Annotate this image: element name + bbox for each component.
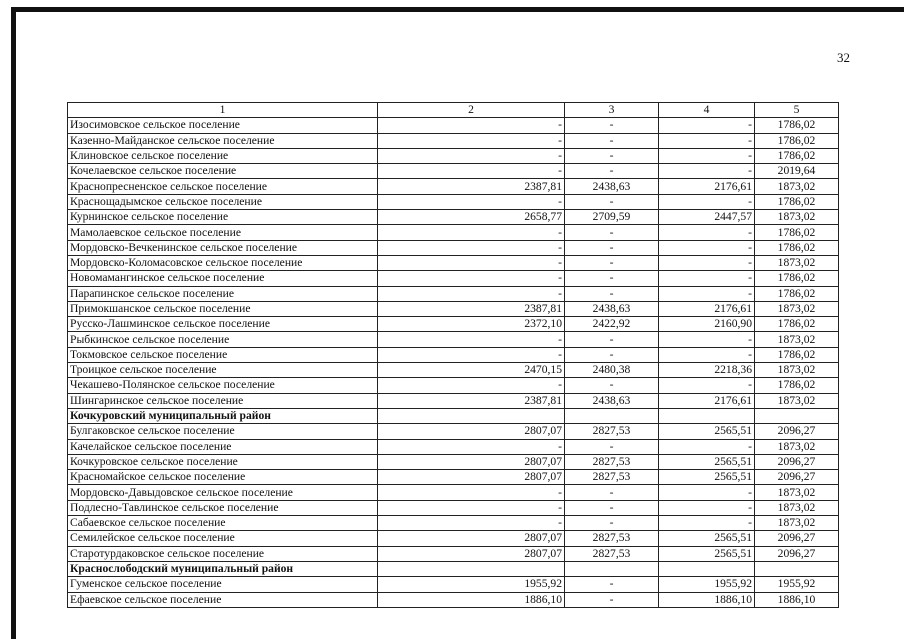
settlement-name-cell: Примокшанское сельское поселение bbox=[68, 301, 378, 316]
table-row bbox=[68, 546, 839, 561]
table-row bbox=[68, 577, 839, 592]
value-col3-cell: 2438,63 bbox=[565, 179, 659, 194]
value-col2-cell: 2807,07 bbox=[378, 424, 565, 439]
settlement-name-cell: Старотурдаковское сельское поселение bbox=[68, 546, 378, 561]
value-col5-cell bbox=[755, 561, 839, 576]
settlement-name-cell: Булгаковское сельское поселение bbox=[68, 424, 378, 439]
settlement-name-cell: Токмовское сельское поселение bbox=[68, 347, 378, 362]
value-col5-cell: 1873,02 bbox=[755, 516, 839, 531]
value-col5-cell: 1786,02 bbox=[755, 286, 839, 301]
column-header-3: 3 bbox=[565, 103, 659, 118]
value-col5-cell: 1786,02 bbox=[755, 240, 839, 255]
page-border-top bbox=[11, 7, 904, 12]
value-col4-cell: 2176,61 bbox=[659, 179, 755, 194]
value-col5-cell: 1873,02 bbox=[755, 439, 839, 454]
settlement-name-cell: Шингаринское сельское поселение bbox=[68, 393, 378, 408]
value-col4-cell: - bbox=[659, 500, 755, 515]
value-col5-cell: 1786,02 bbox=[755, 317, 839, 332]
settlement-name-cell: Мордовско-Давыдовское сельское поселение bbox=[68, 485, 378, 500]
value-col5-cell: 1786,02 bbox=[755, 133, 839, 148]
table-row bbox=[68, 271, 839, 286]
table-row bbox=[68, 225, 839, 240]
value-col3-cell: 2438,63 bbox=[565, 301, 659, 316]
value-col4-cell: - bbox=[659, 347, 755, 362]
value-col2-cell: - bbox=[378, 332, 565, 347]
value-col2-cell: - bbox=[378, 271, 565, 286]
value-col4-cell: - bbox=[659, 148, 755, 163]
value-col5-cell: 2096,27 bbox=[755, 424, 839, 439]
value-col4-cell: - bbox=[659, 485, 755, 500]
table-row bbox=[68, 347, 839, 362]
value-col5-cell: 1786,02 bbox=[755, 118, 839, 133]
value-col2-cell: - bbox=[378, 485, 565, 500]
settlement-name-cell: Сабаевское сельское поселение bbox=[68, 516, 378, 531]
value-col2-cell: 2807,07 bbox=[378, 470, 565, 485]
value-col2-cell: - bbox=[378, 500, 565, 515]
value-col5-cell: 1786,02 bbox=[755, 378, 839, 393]
table-row bbox=[68, 148, 839, 163]
value-col2-cell: 2658,77 bbox=[378, 210, 565, 225]
value-col3-cell: 2709,59 bbox=[565, 210, 659, 225]
value-col5-cell: 1873,02 bbox=[755, 363, 839, 378]
value-col2-cell: 2387,81 bbox=[378, 393, 565, 408]
page-number: 32 bbox=[837, 50, 850, 65]
value-col5-cell: 1955,92 bbox=[755, 577, 839, 592]
value-col3-cell: 2827,53 bbox=[565, 531, 659, 546]
value-col3-cell: - bbox=[565, 347, 659, 362]
value-col2-cell: 2807,07 bbox=[378, 454, 565, 469]
value-col5-cell: 1873,02 bbox=[755, 332, 839, 347]
value-col3-cell: - bbox=[565, 332, 659, 347]
settlement-name-cell: Мордовско-Коломасовское сельское поселение bbox=[68, 255, 378, 270]
table-row bbox=[68, 485, 839, 500]
value-col2-cell: - bbox=[378, 240, 565, 255]
settlement-name-cell: Троицкое сельское поселение bbox=[68, 363, 378, 378]
value-col3-cell: - bbox=[565, 118, 659, 133]
table-row bbox=[68, 255, 839, 270]
table-row bbox=[68, 118, 839, 133]
value-col5-cell bbox=[755, 408, 839, 423]
value-col3-cell: - bbox=[565, 286, 659, 301]
value-col2-cell: - bbox=[378, 378, 565, 393]
value-col5-cell: 1873,02 bbox=[755, 301, 839, 316]
settlement-name-cell: Курнинское сельское поселение bbox=[68, 210, 378, 225]
value-col3-cell bbox=[565, 561, 659, 576]
column-header-5: 5 bbox=[755, 103, 839, 118]
table-row bbox=[68, 531, 839, 546]
settlement-name-cell: Русско-Лашминское сельское поселение bbox=[68, 317, 378, 332]
table-row bbox=[68, 424, 839, 439]
value-col4-cell: - bbox=[659, 286, 755, 301]
table-header-row bbox=[68, 103, 839, 118]
table-row bbox=[68, 194, 839, 209]
value-col3-cell: 2827,53 bbox=[565, 546, 659, 561]
value-col2-cell: - bbox=[378, 133, 565, 148]
value-col2-cell bbox=[378, 561, 565, 576]
settlement-name-cell: Казенно-Майданское сельское поселение bbox=[68, 133, 378, 148]
value-col2-cell: - bbox=[378, 194, 565, 209]
value-col4-cell: 2176,61 bbox=[659, 393, 755, 408]
value-col4-cell bbox=[659, 561, 755, 576]
value-col5-cell: 1873,02 bbox=[755, 393, 839, 408]
value-col5-cell: 2096,27 bbox=[755, 546, 839, 561]
value-col4-cell: 2565,51 bbox=[659, 546, 755, 561]
value-col4-cell: 2160,90 bbox=[659, 317, 755, 332]
value-col5-cell: 2096,27 bbox=[755, 531, 839, 546]
value-col5-cell: 2096,27 bbox=[755, 454, 839, 469]
value-col4-cell: - bbox=[659, 255, 755, 270]
value-col5-cell: 1786,02 bbox=[755, 194, 839, 209]
value-col2-cell: - bbox=[378, 516, 565, 531]
table-row bbox=[68, 179, 839, 194]
settlement-name-cell: Рыбкинское сельское поселение bbox=[68, 332, 378, 347]
value-col2-cell: - bbox=[378, 439, 565, 454]
settlement-name-cell: Семилейское сельское поселение bbox=[68, 531, 378, 546]
value-col4-cell: 2565,51 bbox=[659, 470, 755, 485]
value-col2-cell: - bbox=[378, 118, 565, 133]
settlement-name-cell: Новомамангинское сельское поселение bbox=[68, 271, 378, 286]
column-header-2: 2 bbox=[378, 103, 565, 118]
value-col5-cell: 2019,64 bbox=[755, 164, 839, 179]
value-col4-cell: - bbox=[659, 164, 755, 179]
value-col4-cell bbox=[659, 408, 755, 423]
settlement-name-cell: Подлесно-Тавлинское сельское поселение bbox=[68, 500, 378, 515]
value-col2-cell: 1886,10 bbox=[378, 592, 565, 607]
settlement-name-cell: Кочелаевское сельское поселение bbox=[68, 164, 378, 179]
settlement-name-cell: Чекашево-Полянское сельское поселение bbox=[68, 378, 378, 393]
table-row bbox=[68, 164, 839, 179]
district-row bbox=[68, 408, 839, 423]
settlement-name-cell: Краснощадымское сельское поселение bbox=[68, 194, 378, 209]
value-col3-cell: - bbox=[565, 592, 659, 607]
value-col3-cell: - bbox=[565, 577, 659, 592]
value-col4-cell: - bbox=[659, 118, 755, 133]
value-col5-cell: 1786,02 bbox=[755, 347, 839, 362]
value-col4-cell: - bbox=[659, 378, 755, 393]
table-row bbox=[68, 210, 839, 225]
value-col5-cell: 1886,10 bbox=[755, 592, 839, 607]
value-col5-cell: 1873,02 bbox=[755, 255, 839, 270]
table-row bbox=[68, 516, 839, 531]
table-row bbox=[68, 286, 839, 301]
column-header-1: 1 bbox=[68, 103, 378, 118]
value-col3-cell: 2827,53 bbox=[565, 424, 659, 439]
settlement-name-cell: Изосимовское сельское поселение bbox=[68, 118, 378, 133]
data-table bbox=[67, 102, 839, 608]
value-col3-cell: - bbox=[565, 500, 659, 515]
table-row bbox=[68, 332, 839, 347]
settlement-name-cell: Клиновское сельское поселение bbox=[68, 148, 378, 163]
value-col3-cell: - bbox=[565, 271, 659, 286]
value-col5-cell: 1873,02 bbox=[755, 500, 839, 515]
value-col2-cell: 2807,07 bbox=[378, 531, 565, 546]
settlement-name-cell: Краснопресненское сельское поселение bbox=[68, 179, 378, 194]
value-col2-cell: - bbox=[378, 255, 565, 270]
value-col3-cell: - bbox=[565, 133, 659, 148]
value-col3-cell: - bbox=[565, 378, 659, 393]
table-row bbox=[68, 363, 839, 378]
table-row bbox=[68, 500, 839, 515]
value-col3-cell bbox=[565, 408, 659, 423]
value-col3-cell: - bbox=[565, 439, 659, 454]
value-col3-cell: 2480,38 bbox=[565, 363, 659, 378]
value-col4-cell: 2176,61 bbox=[659, 301, 755, 316]
value-col2-cell: - bbox=[378, 164, 565, 179]
value-col2-cell: 2372,10 bbox=[378, 317, 565, 332]
table-row bbox=[68, 393, 839, 408]
value-col4-cell: - bbox=[659, 516, 755, 531]
value-col3-cell: 2827,53 bbox=[565, 454, 659, 469]
value-col4-cell: - bbox=[659, 225, 755, 240]
settlement-name-cell: Кочкуровское сельское поселение bbox=[68, 454, 378, 469]
value-col4-cell: 1955,92 bbox=[659, 577, 755, 592]
table-row bbox=[68, 439, 839, 454]
value-col3-cell: - bbox=[565, 240, 659, 255]
value-col3-cell: 2438,63 bbox=[565, 393, 659, 408]
table-row bbox=[68, 133, 839, 148]
value-col2-cell: 2387,81 bbox=[378, 179, 565, 194]
table-row bbox=[68, 301, 839, 316]
table-row bbox=[68, 317, 839, 332]
column-header-4: 4 bbox=[659, 103, 755, 118]
value-col2-cell: - bbox=[378, 225, 565, 240]
value-col4-cell: 2565,51 bbox=[659, 424, 755, 439]
value-col4-cell: 1886,10 bbox=[659, 592, 755, 607]
table-row bbox=[68, 592, 839, 607]
value-col4-cell: - bbox=[659, 332, 755, 347]
table-row bbox=[68, 470, 839, 485]
value-col4-cell: - bbox=[659, 439, 755, 454]
value-col5-cell: 1786,02 bbox=[755, 148, 839, 163]
value-col2-cell: 2470,15 bbox=[378, 363, 565, 378]
settlement-name-cell: Кочкуровский муниципальный район bbox=[68, 408, 378, 423]
value-col4-cell: 2218,36 bbox=[659, 363, 755, 378]
value-col2-cell: 2807,07 bbox=[378, 546, 565, 561]
value-col5-cell: 1786,02 bbox=[755, 225, 839, 240]
value-col4-cell: 2447,57 bbox=[659, 210, 755, 225]
value-col3-cell: - bbox=[565, 225, 659, 240]
settlement-name-cell: Красномайское сельское поселение bbox=[68, 470, 378, 485]
value-col5-cell: 1873,02 bbox=[755, 210, 839, 225]
value-col3-cell: - bbox=[565, 148, 659, 163]
value-col4-cell: - bbox=[659, 194, 755, 209]
value-col2-cell: 1955,92 bbox=[378, 577, 565, 592]
value-col2-cell: - bbox=[378, 148, 565, 163]
value-col5-cell: 1873,02 bbox=[755, 179, 839, 194]
value-col2-cell bbox=[378, 408, 565, 423]
value-col3-cell: - bbox=[565, 164, 659, 179]
value-col4-cell: 2565,51 bbox=[659, 454, 755, 469]
value-col2-cell: - bbox=[378, 286, 565, 301]
table-body bbox=[68, 118, 839, 608]
value-col3-cell: 2422,92 bbox=[565, 317, 659, 332]
settlement-name-cell: Мамолаевское сельское поселение bbox=[68, 225, 378, 240]
value-col4-cell: - bbox=[659, 133, 755, 148]
district-row bbox=[68, 561, 839, 576]
value-col3-cell: 2827,53 bbox=[565, 470, 659, 485]
value-col5-cell: 1786,02 bbox=[755, 271, 839, 286]
value-col3-cell: - bbox=[565, 194, 659, 209]
table-row bbox=[68, 454, 839, 469]
value-col2-cell: 2387,81 bbox=[378, 301, 565, 316]
table-row bbox=[68, 378, 839, 393]
value-col4-cell: - bbox=[659, 240, 755, 255]
value-col3-cell: - bbox=[565, 516, 659, 531]
settlement-name-cell: Мордовско-Вечкенинское сельское поселение bbox=[68, 240, 378, 255]
value-col2-cell: - bbox=[378, 347, 565, 362]
value-col3-cell: - bbox=[565, 485, 659, 500]
value-col4-cell: - bbox=[659, 271, 755, 286]
settlement-name-cell: Ефаевское сельское поселение bbox=[68, 592, 378, 607]
value-col3-cell: - bbox=[565, 255, 659, 270]
table-row bbox=[68, 240, 839, 255]
page-border-left bbox=[11, 7, 16, 639]
value-col5-cell: 2096,27 bbox=[755, 470, 839, 485]
settlement-name-cell: Качелайское сельское поселение bbox=[68, 439, 378, 454]
value-col5-cell: 1873,02 bbox=[755, 485, 839, 500]
settlement-name-cell: Краснослободский муниципальный район bbox=[68, 561, 378, 576]
settlement-name-cell: Гуменское сельское поселение bbox=[68, 577, 378, 592]
settlement-name-cell: Парапинское сельское поселение bbox=[68, 286, 378, 301]
value-col4-cell: 2565,51 bbox=[659, 531, 755, 546]
